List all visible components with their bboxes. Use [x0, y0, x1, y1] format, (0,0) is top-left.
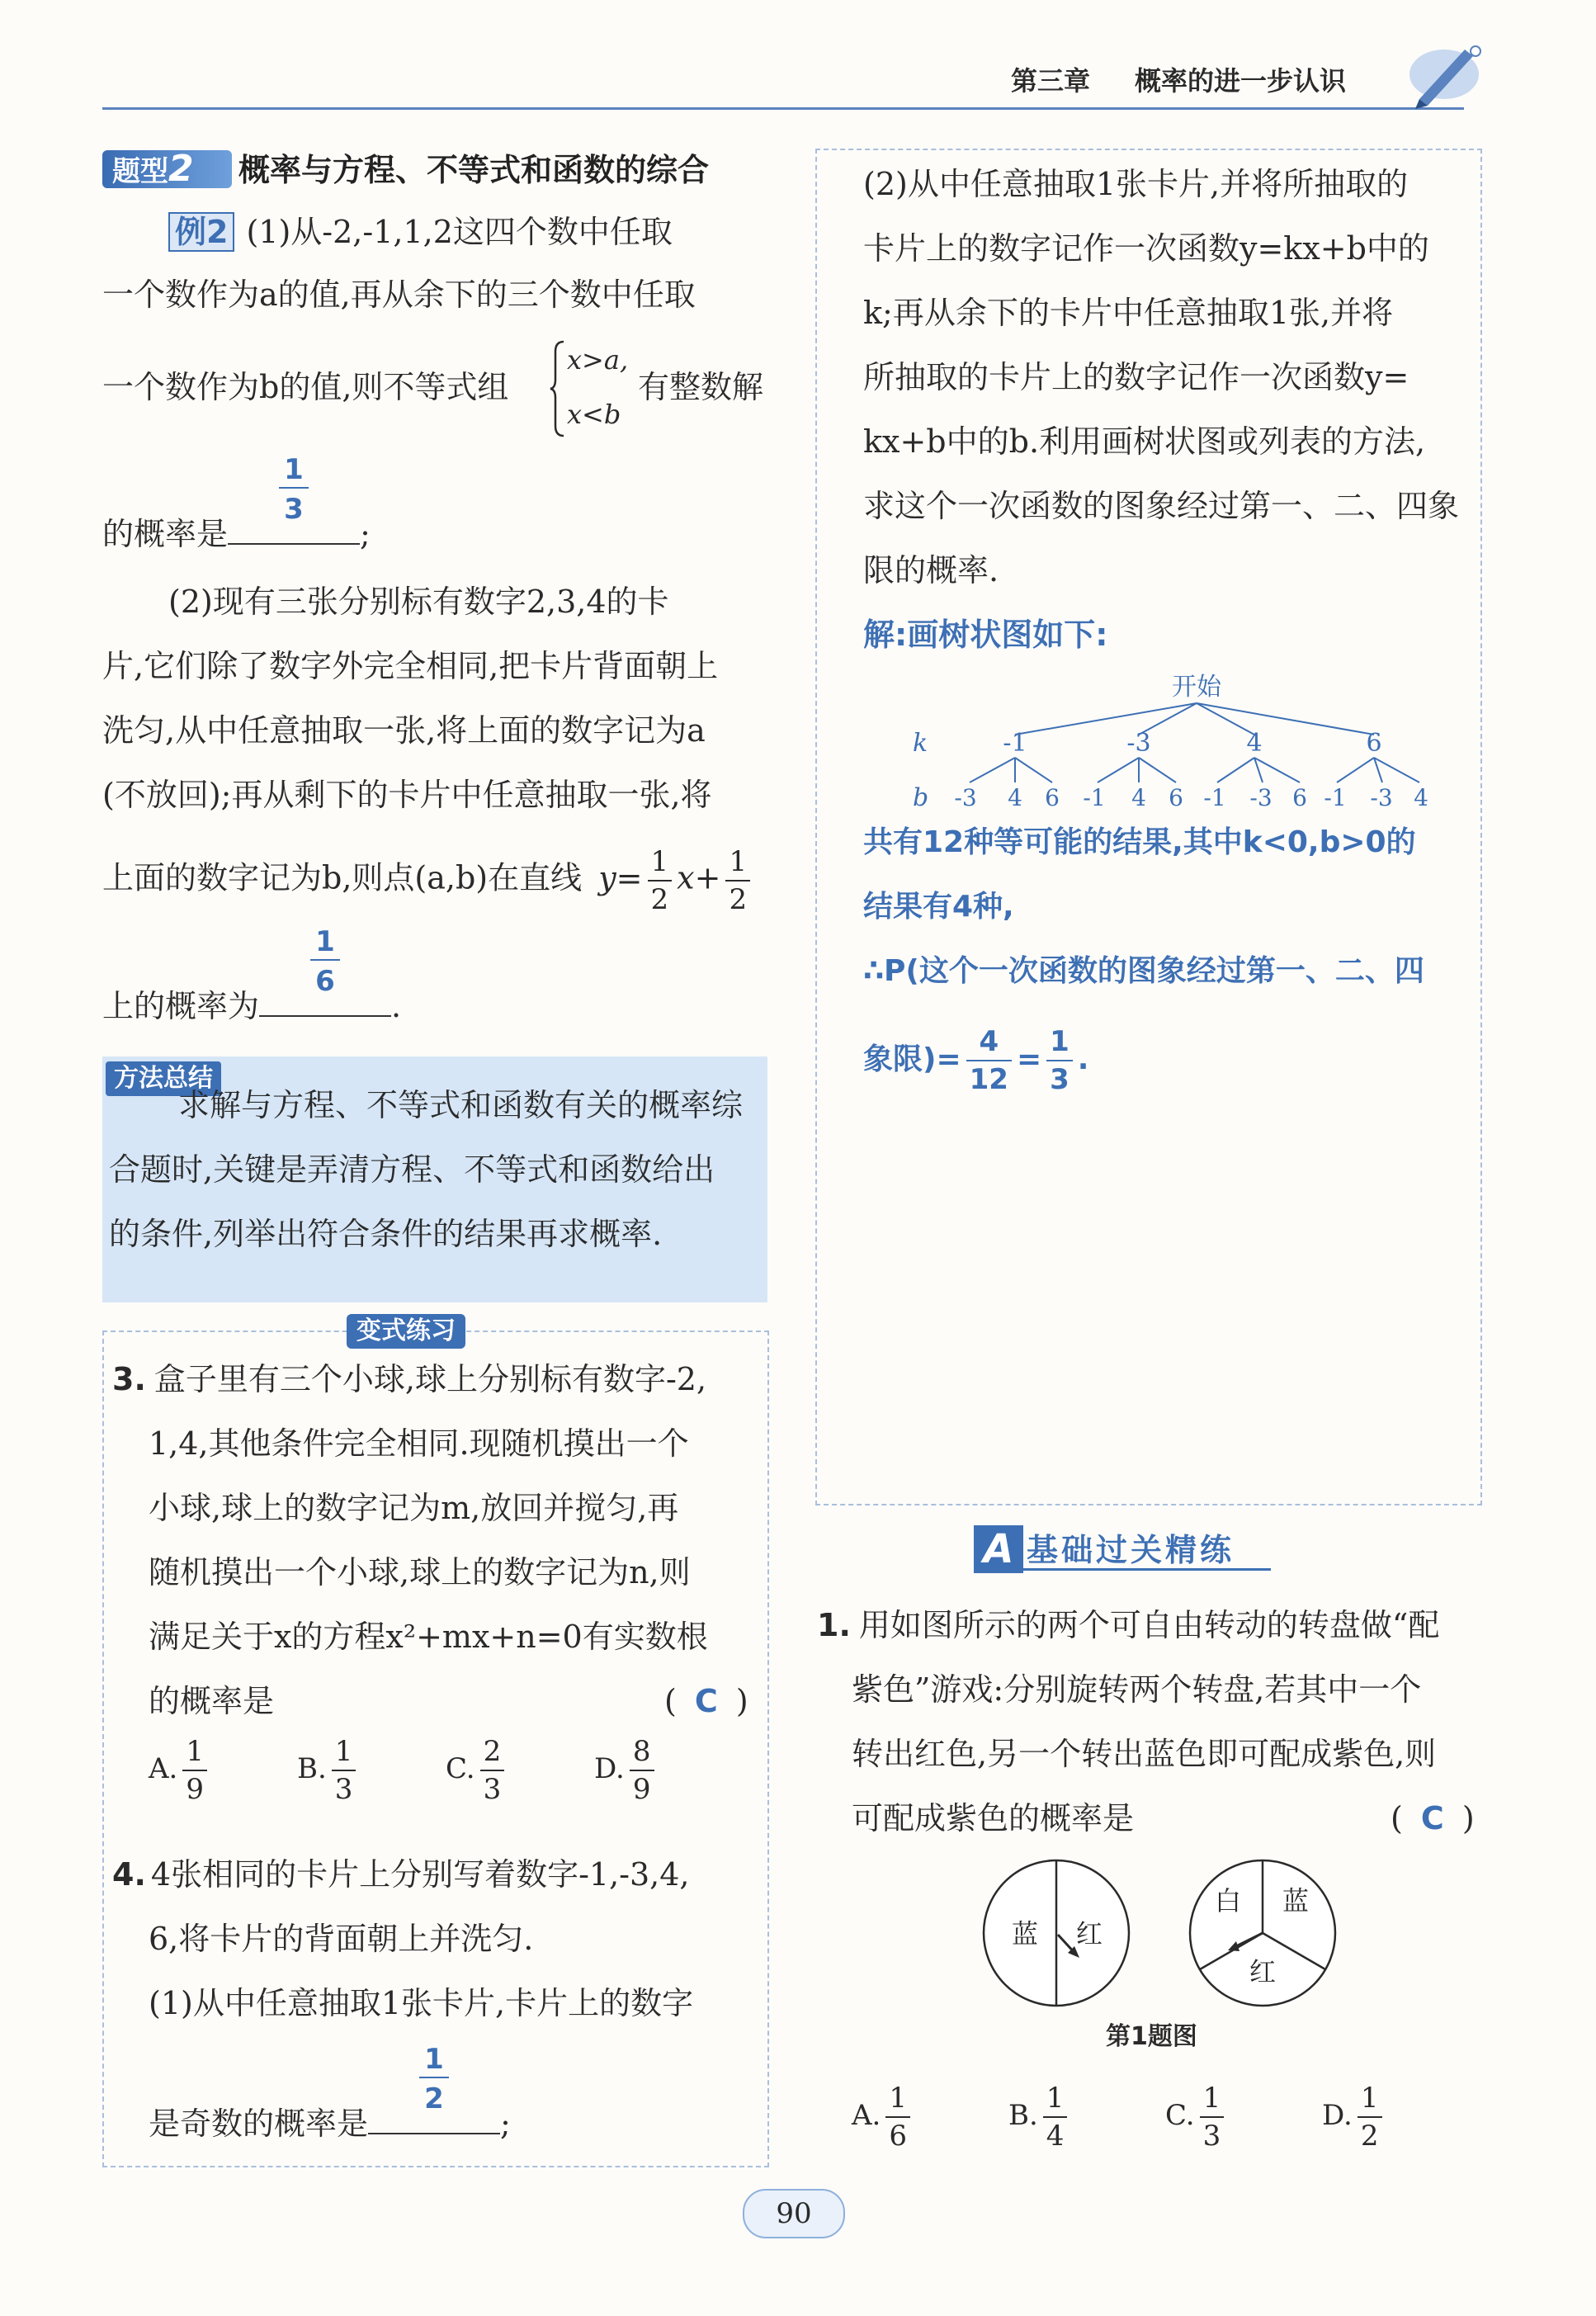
- type2-title: 概率与方程、不等式和函数的综合: [238, 152, 710, 188]
- basic-q1-option-d[interactable]: D. $\frac{1}{2}$: [1322, 2080, 1387, 2154]
- page-number: 90: [776, 2197, 812, 2230]
- tree-k-label: k: [913, 729, 928, 758]
- q3-option-b[interactable]: B. $\frac{1}{3}$: [297, 1733, 361, 1808]
- tree-b-1-3: 6: [1045, 784, 1060, 809]
- q3-option-d[interactable]: D. $\frac{8}{9}$: [594, 1733, 659, 1808]
- svg-text:蓝: 蓝: [1011, 1918, 1039, 1950]
- tree-b-4-1: -1: [1324, 784, 1347, 809]
- spinner-figure: [982, 1857, 1362, 2014]
- tree-b-2-3: 6: [1169, 784, 1183, 809]
- q3-line6: 的概率是: [149, 1683, 275, 1719]
- q4-line2: 6,将卡片的背面朝上并洗匀.: [149, 1921, 534, 1957]
- spinner-2: [1190, 1860, 1335, 2006]
- basic-q1-line4: 可配成紫色的概率是: [852, 1800, 1135, 1836]
- tree-b-label: b: [913, 783, 929, 809]
- method-line2: 合题时,关键是弄清方程、不等式和函数给出: [109, 1151, 715, 1188]
- q3-number: 3.: [112, 1361, 146, 1397]
- system-top: x>a,: [567, 344, 629, 376]
- method-summary-label: 方法总结: [106, 1061, 221, 1096]
- basic-q1-answer: ( C ): [1391, 1800, 1475, 1836]
- q3-line4: 随机摸出一个小球,球上的数字记为n,则: [149, 1554, 691, 1590]
- example2-line3: 一个数作为b的值,则不等式组: [102, 369, 509, 405]
- example2-part2-line3: 洗匀,从中任意抽取一张,将上面的数字记为a: [102, 712, 706, 749]
- tree-k-2: -3: [1126, 729, 1151, 758]
- tree-b-2-1: -1: [1083, 784, 1106, 809]
- svg-text:红: 红: [1249, 1956, 1277, 1988]
- q3-options: [149, 1733, 759, 1816]
- chapter-number: 第三章: [1011, 65, 1091, 97]
- result-line4: 象限)= $\frac{4}{12}$ = $\frac{1}{3}$ .: [863, 1025, 1089, 1096]
- type2-heading: [102, 147, 763, 193]
- tree-b-4-3: 4: [1414, 784, 1428, 809]
- right-part2-line6: 求这个一次函数的图象经过第一、二、四象: [863, 488, 1460, 524]
- tree-b-1-2: 4: [1008, 784, 1022, 809]
- example2-part1-answer-line: 的概率是 $\frac{1}{3}$ ;: [102, 453, 371, 552]
- example2-part2-line5: 上面的数字记为b,则点(a,b)在直线 y= $\frac{1}{2}$ x+ $\frac{1}{2}$: [102, 844, 755, 918]
- tree-k-4: 6: [1366, 729, 1382, 758]
- type2-badge: 题型2: [102, 150, 232, 188]
- right-part2-line2: 卡片上的数字记作一次函数y=kx+b中的: [863, 230, 1429, 267]
- answer-blank-2: $\frac{1}{6}$: [259, 982, 391, 1017]
- solution-label: 解:画树状图如下:: [863, 617, 1108, 653]
- svg-text:白: 白: [1214, 1885, 1242, 1917]
- practice-label: 变式练习: [347, 1314, 465, 1349]
- svg-text:红: 红: [1075, 1918, 1103, 1950]
- q3-line3: 小球,球上的数字记为m,放回并搅匀,再: [149, 1490, 679, 1526]
- basic-q1-line1: 1. 用如图所示的两个可自由转动的转盘做“配: [817, 1607, 1440, 1643]
- result-line3: ∴P(这个一次函数的图象经过第一、二、四: [863, 954, 1424, 988]
- tree-k-3: 4: [1246, 729, 1263, 758]
- result-line2: 结果有4种,: [863, 890, 1014, 924]
- right-part2-line4: 所抽取的卡片上的数字记作一次函数y=: [863, 359, 1409, 395]
- basic-q1-options: [852, 2080, 1479, 2162]
- chapter-title: 概率的进一步认识: [1135, 65, 1347, 97]
- tree-root: 开始: [1172, 673, 1221, 702]
- example2-line3-end: 有整数解: [638, 369, 764, 405]
- example2-part2-line1: (2)现有三张分别标有数字2,3,4的卡: [168, 584, 669, 620]
- basic-title: 基础过关精练: [1027, 1532, 1235, 1568]
- right-part2-line7: 限的概率.: [863, 552, 999, 588]
- example2-line2: 一个数作为a的值,再从余下的三个数中任取: [102, 277, 696, 313]
- q3-option-c[interactable]: C. $\frac{2}{3}$: [446, 1733, 509, 1808]
- basic-heading: [974, 1525, 1337, 1575]
- example2-line1: 例2 (1)从-2,-1,1,2这四个数中任取: [102, 200, 673, 264]
- page-header: [0, 0, 1596, 124]
- q4-line3: (1)从中任意抽取1张卡片,卡片上的数字: [149, 1985, 694, 2021]
- example2-part2-answer-line: 上的概率为 $\frac{1}{6}$ .: [102, 925, 402, 1024]
- system-bottom: x<b: [567, 399, 621, 430]
- page-number-badge: [743, 2189, 845, 2238]
- basic-q1-option-a[interactable]: A. $\frac{1}{6}$: [852, 2080, 915, 2154]
- q3-answer: ( C ): [664, 1683, 748, 1719]
- half-fraction-1: $\frac{1}{2}$: [648, 844, 673, 918]
- pen-decoration-icon: [1403, 33, 1485, 116]
- q4-number: 4.: [112, 1856, 146, 1893]
- basic-badge: A: [974, 1525, 1023, 1573]
- tree-diagram: [900, 669, 1444, 809]
- basic-q1-option-c[interactable]: C. $\frac{1}{3}$: [1165, 2080, 1229, 2154]
- answer-blank-1: $\frac{1}{3}$: [228, 510, 360, 545]
- method-line1: 求解与方程、不等式和函数有关的概率综: [178, 1087, 744, 1123]
- tree-b-2-2: 4: [1131, 784, 1146, 809]
- basic-q1-option-b[interactable]: B. $\frac{1}{4}$: [1008, 2080, 1072, 2154]
- half-fraction-2: $\frac{1}{2}$: [725, 844, 750, 918]
- right-part2-line1: (2)从中任意抽取1张卡片,并将所抽取的: [863, 166, 1409, 202]
- method-summary-box: [102, 1056, 767, 1302]
- basic-q1-line2: 紫色”游戏:分别旋转两个转盘,若其中一个: [852, 1671, 1422, 1708]
- q3-line1: 3. 盒子里有三个小球,球上分别标有数字-2,: [112, 1361, 707, 1397]
- example2-part2-line4: (不放回);再从剩下的卡片中任意抽取一张,将: [102, 777, 712, 813]
- example2-tag: 例2: [168, 212, 234, 252]
- q3-line5: 满足关于x的方程x²+mx+n=0有实数根: [149, 1619, 708, 1655]
- brace-icon: [549, 340, 565, 437]
- q4-answer-line: 是奇数的概率是 $\frac{1}{2}$ ;: [149, 2043, 511, 2142]
- result-line1: 共有12种等可能的结果,其中k<0,b>0的: [863, 825, 1416, 859]
- right-part2-line3: k;再从余下的卡片中任意抽取1张,并将: [863, 295, 1394, 331]
- q3-line2: 1,4,其他条件完全相同.现随机摸出一个: [149, 1425, 689, 1462]
- right-part2-line5: kx+b中的b.利用画树状图或列表的方法,: [863, 423, 1426, 460]
- q4-line1: 4. 4张相同的卡片上分别写着数字-1,-3,4,: [112, 1856, 690, 1893]
- svg-text:蓝: 蓝: [1282, 1885, 1310, 1917]
- q3-option-a[interactable]: A. $\frac{1}{9}$: [149, 1733, 212, 1808]
- header-rule: [102, 107, 1464, 110]
- tree-b-4-2: -3: [1370, 784, 1393, 809]
- tree-b-3-1: -1: [1203, 784, 1226, 809]
- figure-caption: 第1题图: [1106, 2022, 1197, 2051]
- basic-q1-line3: 转出红色,另一个转出蓝色即可配成紫色,则: [852, 1736, 1437, 1772]
- basic-q1-number: 1.: [817, 1607, 851, 1643]
- spinner-1: [984, 1860, 1129, 2006]
- tree-b-3-3: 6: [1292, 784, 1307, 809]
- tree-b-1-1: -3: [954, 784, 977, 809]
- example2-part2-line2: 片,它们除了数字外完全相同,把卡片背面朝上: [102, 648, 719, 684]
- answer-blank-q4: $\frac{1}{2}$: [368, 2100, 500, 2134]
- inequality-system: [549, 340, 635, 447]
- tree-k-1: -1: [1003, 729, 1027, 758]
- tree-b-3-2: -3: [1249, 784, 1273, 809]
- method-line3: 的条件,列举出符合条件的结果再求概率.: [109, 1216, 663, 1252]
